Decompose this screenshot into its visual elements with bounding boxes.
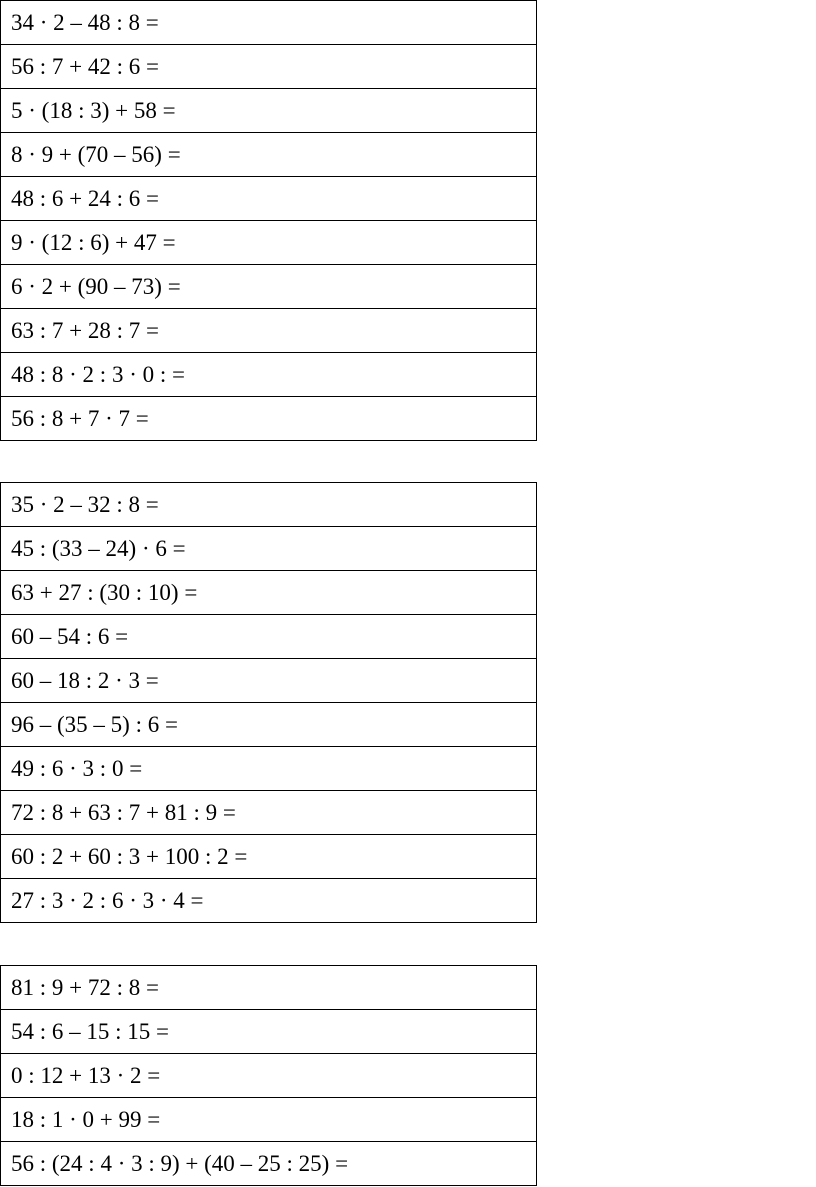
expression-cell: 72 : 8 + 63 : 7 + 81 : 9 =: [1, 791, 537, 835]
table-row: [1, 133, 537, 177]
expression-cell: 60 – 18 : 2 · 3 =: [1, 659, 537, 703]
table-row: [1, 747, 537, 791]
expression-cell: 45 : (33 – 24) · 6 =: [1, 527, 537, 571]
table-row: [1, 1010, 537, 1054]
table-row: [1, 483, 537, 527]
table-row: [1, 615, 537, 659]
expression-cell: 56 : 8 + 7 · 7 =: [1, 397, 537, 441]
expression-cell: 18 : 1 · 0 + 99 =: [1, 1098, 537, 1142]
expression-cell: 63 : 7 + 28 : 7 =: [1, 309, 537, 353]
expression-cell: 6 · 2 + (90 – 73) =: [1, 265, 537, 309]
expression-cell: 63 + 27 : (30 : 10) =: [1, 571, 537, 615]
expression-cell: 27 : 3 · 2 : 6 · 3 · 4 =: [1, 879, 537, 923]
table-row: [1, 45, 537, 89]
expression-cell: 56 : (24 : 4 · 3 : 9) + (40 – 25 : 25) =: [1, 1142, 537, 1186]
table-row: [1, 527, 537, 571]
exercise-table-2: [0, 482, 537, 923]
table-row: [1, 89, 537, 133]
expression-cell: 8 · 9 + (70 – 56) =: [1, 133, 537, 177]
expression-cell: 5 · (18 : 3) + 58 =: [1, 89, 537, 133]
table-row: [1, 1, 537, 45]
table-row: [1, 397, 537, 441]
table-row: [1, 879, 537, 923]
expression-cell: 9 · (12 : 6) + 47 =: [1, 221, 537, 265]
table-row: [1, 1098, 537, 1142]
table-row: [1, 221, 537, 265]
expression-cell: 96 – (35 – 5) : 6 =: [1, 703, 537, 747]
expression-cell: 0 : 12 + 13 · 2 =: [1, 1054, 537, 1098]
table-row: [1, 309, 537, 353]
exercise-table-3: [0, 965, 537, 1186]
expression-cell: 60 : 2 + 60 : 3 + 100 : 2 =: [1, 835, 537, 879]
expression-cell: 54 : 6 – 15 : 15 =: [1, 1010, 537, 1054]
table-row: [1, 835, 537, 879]
exercise-table-1: [0, 0, 537, 441]
expression-cell: 81 : 9 + 72 : 8 =: [1, 966, 537, 1010]
table-row: [1, 791, 537, 835]
table-row: [1, 966, 537, 1010]
table-row: [1, 177, 537, 221]
table-row: [1, 1142, 537, 1186]
table-row: [1, 703, 537, 747]
table-row: [1, 1054, 537, 1098]
expression-cell: 56 : 7 + 42 : 6 =: [1, 45, 537, 89]
table-row: [1, 571, 537, 615]
expression-cell: 49 : 6 · 3 : 0 =: [1, 747, 537, 791]
expression-cell: 34 · 2 – 48 : 8 =: [1, 1, 537, 45]
table-row: [1, 353, 537, 397]
expression-cell: 35 · 2 – 32 : 8 =: [1, 483, 537, 527]
expression-cell: 60 – 54 : 6 =: [1, 615, 537, 659]
expression-cell: 48 : 8 · 2 : 3 · 0 : =: [1, 353, 537, 397]
table-row: [1, 659, 537, 703]
table-row: [1, 265, 537, 309]
expression-cell: 48 : 6 + 24 : 6 =: [1, 177, 537, 221]
